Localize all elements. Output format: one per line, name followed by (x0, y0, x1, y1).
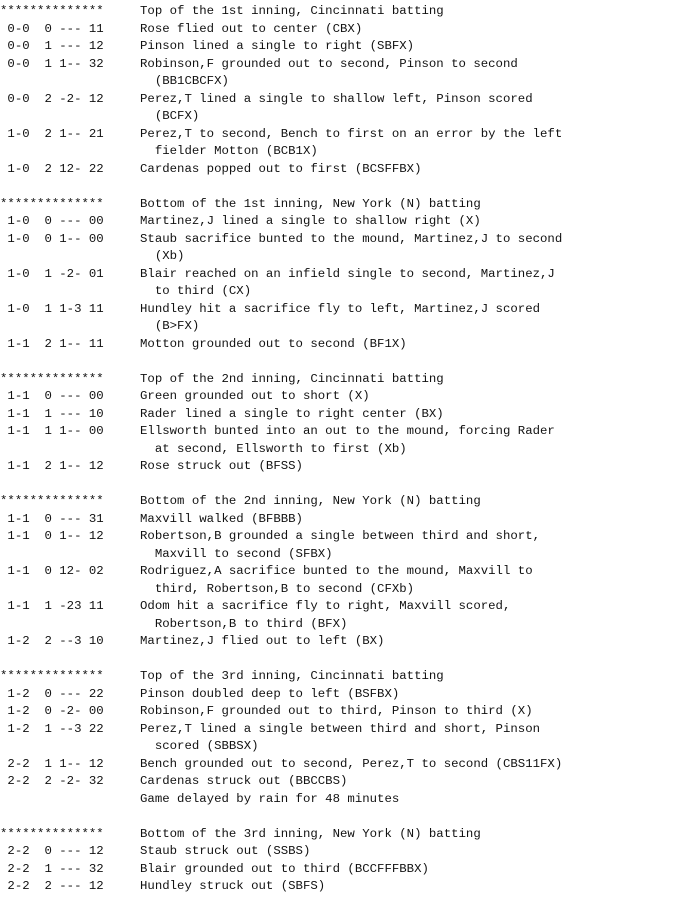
play-row (0, 336, 677, 354)
play-state (0, 108, 140, 126)
play-row-continuation (0, 546, 677, 564)
play-text: Staub sacrifice bunted to the mound, Martinez,J to second (140, 231, 563, 246)
inning-header-stars: ************** (0, 669, 104, 683)
play-state: 1-2 2 --3 10 (0, 634, 104, 648)
play-row (0, 266, 677, 284)
play-state (0, 318, 140, 336)
play-state: 1-0 1 1-3 11 (0, 301, 104, 316)
play-text: (BCFX) (140, 109, 200, 123)
inning-header (0, 826, 677, 844)
inning-header-text: Top of the 2nd inning, Cincinnati batting (140, 371, 444, 386)
play-text: Ellsworth bunted into an out to the mound, forcing Rader (140, 424, 555, 438)
play-row (0, 791, 677, 809)
inning-header (0, 3, 677, 21)
play-state: 2-2 2 --- 12 (0, 879, 104, 893)
play-state: 1-1 0 --- 00 (0, 389, 104, 403)
play-state: 2-2 1 1-- 12 (0, 756, 104, 771)
play-state: 2-2 2 -2- 32 (0, 774, 104, 788)
play-text: Rodriguez,A sacrifice bunted to the mound, Maxvill to (140, 564, 533, 578)
play-row (0, 423, 677, 441)
play-text: Maxvill walked (BFBBB) (140, 511, 303, 526)
play-text: (BB1CBCFX) (140, 74, 229, 88)
play-text: Robinson,F grounded out to second, Pinson to second (140, 56, 518, 71)
inning-header (0, 493, 677, 511)
play-state: 1-0 2 12- 22 (0, 161, 104, 176)
play-row-continuation (0, 738, 677, 756)
play-row-continuation (0, 108, 677, 126)
play-row-continuation (0, 248, 677, 266)
play-row (0, 91, 677, 109)
play-text: (Xb) (140, 249, 185, 263)
play-state: 0-0 0 --- 11 (0, 21, 104, 36)
play-text: Game delayed by rain for 48 minutes (140, 791, 400, 806)
play-text: Perez,T to second, Bench to first on an error by the left (140, 126, 563, 141)
play-text: Rader lined a single to right center (BX) (140, 406, 444, 421)
play-text: Hundley hit a sacrifice fly to left, Martinez,J scored (140, 301, 541, 316)
inning-block (0, 826, 677, 896)
inning-header-stars: ************** (0, 826, 104, 841)
play-state (0, 791, 140, 809)
play-state: 2-2 0 --- 12 (0, 844, 104, 858)
play-state (0, 248, 140, 266)
play-row (0, 756, 677, 774)
play-text: Motton grounded out to second (BF1X) (140, 336, 407, 351)
play-text: Cardenas struck out (BBCCBS) (140, 774, 348, 788)
play-row (0, 878, 677, 896)
play-state: 1-1 0 12- 02 (0, 564, 104, 578)
play-text: (B>FX) (140, 319, 200, 333)
play-state (0, 581, 140, 599)
play-state: 1-1 0 1-- 12 (0, 529, 104, 543)
play-row (0, 703, 677, 721)
play-state: 1-1 1 1-- 00 (0, 424, 104, 438)
play-row (0, 773, 677, 791)
inning-header-text: Top of the 1st inning, Cincinnati batting (140, 4, 444, 18)
inning-header (0, 668, 677, 686)
inning-block (0, 3, 677, 178)
play-row (0, 686, 677, 704)
play-by-play-log (0, 3, 677, 913)
play-state: 0-0 2 -2- 12 (0, 91, 104, 106)
play-row (0, 598, 677, 616)
play-row (0, 126, 677, 144)
play-text: Martinez,J lined a single to shallow right (X) (140, 214, 481, 228)
play-text: Green grounded out to short (X) (140, 389, 370, 403)
play-text: Maxvill to second (SFBX) (140, 546, 333, 561)
play-state: 1-2 0 -2- 00 (0, 704, 104, 718)
inning-block (0, 196, 677, 354)
play-row (0, 231, 677, 249)
play-text: at second, Ellsworth to first (Xb) (140, 441, 407, 456)
inning-header (0, 371, 677, 389)
play-state: 1-1 2 1-- 12 (0, 459, 104, 473)
inning-header-text: Bottom of the 3rd inning, New York (N) batting (140, 826, 481, 841)
play-state (0, 738, 140, 756)
play-text: Martinez,J flied out to left (BX) (140, 634, 385, 648)
play-text: Staub struck out (SSBS) (140, 844, 311, 858)
play-row (0, 458, 677, 476)
inning-header-text: Top of the 3rd inning, Cincinnati batting (140, 669, 444, 683)
play-row-continuation (0, 616, 677, 634)
play-row (0, 861, 677, 879)
play-row (0, 301, 677, 319)
play-text: Rose struck out (BFSS) (140, 459, 303, 473)
play-row-continuation (0, 441, 677, 459)
play-state: 1-2 0 --- 22 (0, 686, 104, 701)
play-text: Perez,T lined a single between third and short, Pinson (140, 721, 541, 736)
play-state: 1-0 2 1-- 21 (0, 126, 104, 141)
play-row (0, 161, 677, 179)
inning-block (0, 668, 677, 808)
play-row (0, 56, 677, 74)
play-state: 0-0 1 --- 12 (0, 39, 104, 53)
play-state: 0-0 1 1-- 32 (0, 56, 104, 71)
play-text: scored (SBBSX) (140, 739, 259, 753)
inning-header-text: Bottom of the 1st inning, New York (N) batting (140, 196, 481, 211)
play-text: third, Robertson,B to second (CFXb) (140, 581, 415, 596)
play-text: to third (CX) (140, 284, 252, 298)
play-state: 1-1 2 1-- 11 (0, 336, 104, 351)
play-row (0, 21, 677, 39)
play-state (0, 143, 140, 161)
play-state: 1-1 1 --- 10 (0, 406, 104, 421)
play-row (0, 528, 677, 546)
play-text: Bench grounded out to second, Perez,T to second (CBS11FX) (140, 756, 563, 771)
play-state (0, 73, 140, 91)
inning-header (0, 196, 677, 214)
play-row-continuation (0, 73, 677, 91)
play-text: fielder Motton (BCB1X) (140, 144, 318, 158)
play-text: Robinson,F grounded out to third, Pinson to third (X) (140, 704, 533, 718)
play-state: 1-0 0 --- 00 (0, 214, 104, 228)
play-row (0, 843, 677, 861)
play-text: Robertson,B grounded a single between third and short, (140, 529, 541, 543)
play-row (0, 406, 677, 424)
play-text: Rose flied out to center (CBX) (140, 21, 363, 36)
play-text: Pinson lined a single to right (SBFX) (140, 39, 415, 53)
inning-header-stars: ************** (0, 4, 104, 18)
play-state (0, 441, 140, 459)
play-text: Hundley struck out (SBFS) (140, 879, 326, 893)
play-state: 1-2 1 --3 22 (0, 721, 104, 736)
inning-block (0, 493, 677, 651)
play-state: 1-0 0 1-- 00 (0, 231, 104, 246)
play-row (0, 388, 677, 406)
inning-header-stars: ************** (0, 494, 104, 508)
play-row (0, 213, 677, 231)
play-text: Odom hit a sacrifice fly to right, Maxvill scored, (140, 599, 511, 613)
inning-header-stars: ************** (0, 371, 104, 386)
play-row (0, 633, 677, 651)
play-state: 2-2 1 --- 32 (0, 861, 104, 876)
inning-header-text: Bottom of the 2nd inning, New York (N) batting (140, 494, 481, 508)
play-row-continuation (0, 581, 677, 599)
play-row (0, 721, 677, 739)
play-state: 1-0 1 -2- 01 (0, 266, 104, 281)
play-text: Perez,T lined a single to shallow left, Pinson scored (140, 91, 533, 106)
inning-block (0, 371, 677, 476)
play-row-continuation (0, 318, 677, 336)
inning-header-stars: ************** (0, 196, 104, 211)
play-state: 1-1 0 --- 31 (0, 511, 104, 526)
play-row (0, 511, 677, 529)
play-text: Cardenas popped out to first (BCSFFBX) (140, 161, 422, 176)
play-text: Robertson,B to third (BFX) (140, 616, 348, 631)
play-text: Pinson doubled deep to left (BSFBX) (140, 686, 400, 701)
play-text: Blair reached on an infield single to second, Martinez,J (140, 266, 555, 281)
play-row-continuation (0, 143, 677, 161)
play-state (0, 283, 140, 301)
play-state: 1-1 1 -23 11 (0, 599, 104, 613)
play-state (0, 616, 140, 634)
play-state (0, 546, 140, 564)
play-row-continuation (0, 283, 677, 301)
play-row (0, 563, 677, 581)
play-row (0, 38, 677, 56)
play-text: Blair grounded out to third (BCCFFFBBX) (140, 861, 429, 876)
